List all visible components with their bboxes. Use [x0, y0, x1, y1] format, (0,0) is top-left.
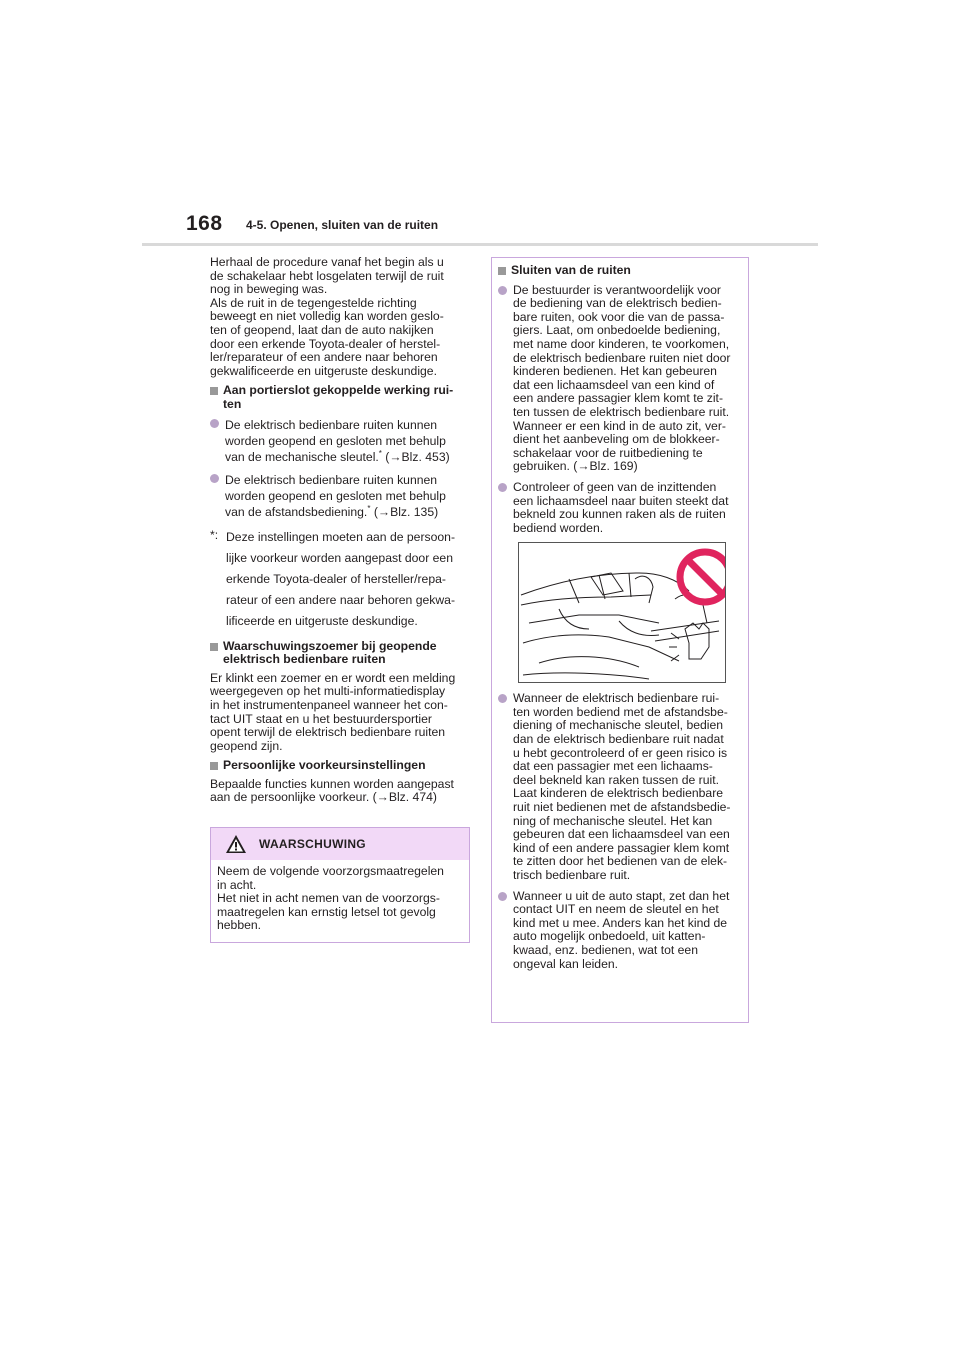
bullet-dot-icon [498, 892, 507, 901]
door-lock-heading [210, 384, 470, 411]
bullet-text: Wanneer u uit de auto stapt, zet dan het contact UIT en neem de sleutel en het kind met u mee. Anders kan het kind de auto mogelijk onbedoeld, uit katten- kwaad, enz. bedienen, wat tot een ongeval kan leiden. [513, 888, 730, 971]
buzzer-heading-text: Waarschuwingszoemer bij geopende elektrisch bedienbare ruiten [223, 638, 437, 667]
warning-header [211, 828, 469, 860]
list-item [498, 284, 742, 474]
warning-body: Neem de volgende voorzorgsmaatregelen in acht. Het niet in acht nemen van de voorzorgs- maatregelen kan ernstig letsel tot gevolg hebben. [217, 864, 444, 933]
list-item [498, 890, 742, 972]
heading-square-icon [210, 643, 218, 651]
bullet-dot-icon [210, 474, 219, 483]
bullet-dot-icon [498, 483, 507, 492]
personal-settings-paragraph: Bepaalde functies kunnen worden aangepast aan de persoonlijke voorkeur. (→Blz. 474) [210, 776, 454, 805]
bullet-body: De elektrisch bedienbare ruiten kunnen worden geopend en gesloten met behulp van de afstandsbediening. [225, 472, 446, 519]
window-pinch-illustration [518, 542, 726, 683]
warning-box [210, 827, 470, 943]
footnote-mark: *: [210, 527, 219, 542]
personal-settings-heading [210, 759, 470, 773]
asterisk-mark: * [378, 448, 382, 458]
header-divider [142, 243, 818, 246]
bullet-text: Controleer of geen van de inzittenden een lichaamsdeel naar buiten steekt dat bekneld zou kunnen raken als de ruiten bediend worden. [513, 479, 729, 535]
personal-settings-heading-text: Persoonlijke voorkeursinstellingen [223, 758, 426, 773]
window-closing-heading [498, 264, 742, 278]
section-title: 4-5. Openen, sluiten van de ruiten [246, 218, 439, 232]
intro-paragraph: Herhaal de procedure vanaf het begin als u de schakelaar hebt losgelaten terwijl de ruit nog in beweging was. Als de ruit in de tegengestelde richting beweegt en niet volledig kan worden geslo- ten of geopend, laat dan de auto nakijken door een erkende Toyota-dealer of herstel- ler/reparateur of een andere naar behoren gekwalificeerde en uitgeruste deskundige. [210, 255, 444, 378]
buzzer-heading [210, 640, 470, 667]
bullet-body: De elektrisch bedienbare ruiten kunnen worden geopend en gesloten met behulp van de mechanische sleutel. [225, 417, 446, 464]
footnote [210, 527, 470, 632]
list-item [498, 692, 742, 882]
heading-square-icon [210, 762, 218, 770]
page-header [186, 212, 756, 252]
buzzer-paragraph: Er klinkt een zoemer en er wordt een melding weergegeven op het multi-informatiedisplay in het instrumentenpaneel wanneer het con- tact UIT staat en u het bestuurdersportier opent terwijl de elektrisch bedienbare ruiten geopend zijn. [210, 670, 456, 753]
page-reference: (→Blz. 135) [370, 504, 439, 519]
list-item [210, 417, 470, 465]
footnote-text: Deze instellingen moeten aan de persoon- lijke voorkeur worden aangepast door een erkende Toyota-dealer of hersteller/repa- rateur of een andere naar behoren gekwa- lificeerde en uitgeruste deskundige. [226, 529, 456, 628]
page-number: 168 [186, 212, 223, 235]
bullet-dot-icon [498, 694, 507, 703]
list-item [210, 472, 470, 520]
window-closing-box [491, 257, 749, 1023]
bullet-text: De bestuurder is verantwoordelijk voor de bediening van de elektrisch bedien- bare ruiten, ook voor die van de passa- giers. Laat, om onbedoelde bediening, met name door kinderen, te voorkomen, de elektrisch bedienbare ruiten niet door kinderen bedienen. Het kan gebeuren dat een lichaamsdeel van een kind of een andere passagier klem komt te zit- ten tussen de elektrisch bedienbare ruit. Wanneer er een kind in de auto zit, ver- dient het aanbeveling om de blokkeer- schakelaar voor de ruitbediening te gebruiken. (→Blz. 169) [513, 282, 731, 474]
bullet-text [225, 417, 450, 465]
left-column [210, 256, 470, 811]
asterisk-mark: * [367, 503, 371, 513]
window-closing-heading-text: Sluiten van de ruiten [511, 263, 631, 277]
bullet-text [225, 472, 446, 520]
warning-triangle-icon [225, 834, 247, 854]
car-interior-pinch-image [519, 543, 725, 682]
bullet-dot-icon [210, 419, 219, 428]
warning-title: WAARSCHUWING [259, 837, 366, 851]
heading-square-icon [210, 387, 218, 395]
bullet-text: Wanneer de elektrisch bedienbare rui- ten worden bediend met de afstandsbe- diening of mechanische sleutel, bedien dan de elektrisch bedienbare ruit nadat u hebt gecontroleerd of er geen risico is dat een passagier met een lichaams- deel bekneld kan raken tussen de ruit. Laat kinderen de elektrisch bedienbare ruit niet bedienen met de afstandsbedie- ning of mechanische sleutel. Het kan gebeuren dat een lichaamsdeel van een kind of een andere passagier klem komt te zitten door het bedienen van de elek- trisch bedienbare ruit. [513, 691, 731, 882]
door-lock-heading-text: Aan portierslot gekoppelde werking rui- ten [223, 383, 454, 411]
heading-square-icon [498, 267, 506, 275]
page-reference: (→Blz. 453) [381, 449, 450, 464]
list-item [498, 481, 742, 535]
bullet-dot-icon [498, 286, 507, 295]
